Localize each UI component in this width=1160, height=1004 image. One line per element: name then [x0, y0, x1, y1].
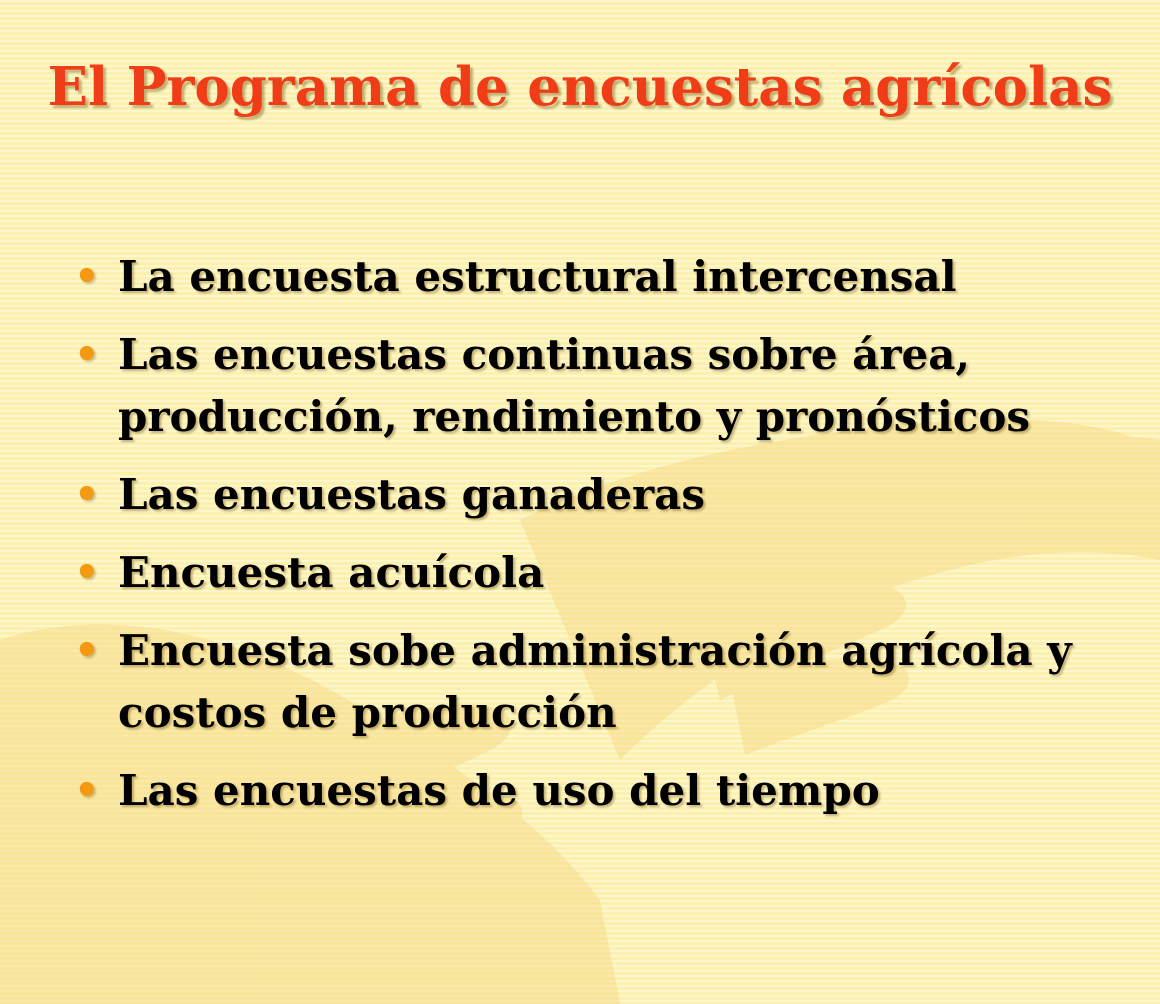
bullet-text: Las encuestas continuas sobre área, producción, rendimiento y pronósticos	[118, 330, 1031, 441]
list-item	[72, 246, 1132, 308]
bullet-dot-icon: •	[74, 471, 100, 518]
bullet-text: Las encuestas de uso del tiempo	[118, 766, 880, 815]
bullet-text: Las encuestas ganaderas	[118, 470, 706, 519]
bullet-text: La encuesta estructural intercensal	[118, 252, 957, 301]
bullet-text: Encuesta acuícola	[118, 548, 545, 597]
list-item	[72, 324, 1132, 448]
bullet-dot-icon: •	[74, 331, 100, 378]
list-item	[72, 760, 1132, 822]
list-item	[72, 464, 1132, 526]
bullet-dot-icon: •	[74, 549, 100, 596]
bullet-dot-icon: •	[74, 627, 100, 674]
list-item	[72, 542, 1132, 604]
bullet-text: Encuesta sobe administración agrícola y costos de producción	[118, 626, 1072, 737]
bullet-dot-icon: •	[74, 767, 100, 814]
slide-title: El Programa de encuestas agrícolas	[47, 56, 1113, 118]
list-item	[72, 620, 1132, 744]
bullet-dot-icon: •	[74, 253, 100, 300]
bullet-list	[72, 246, 1132, 838]
